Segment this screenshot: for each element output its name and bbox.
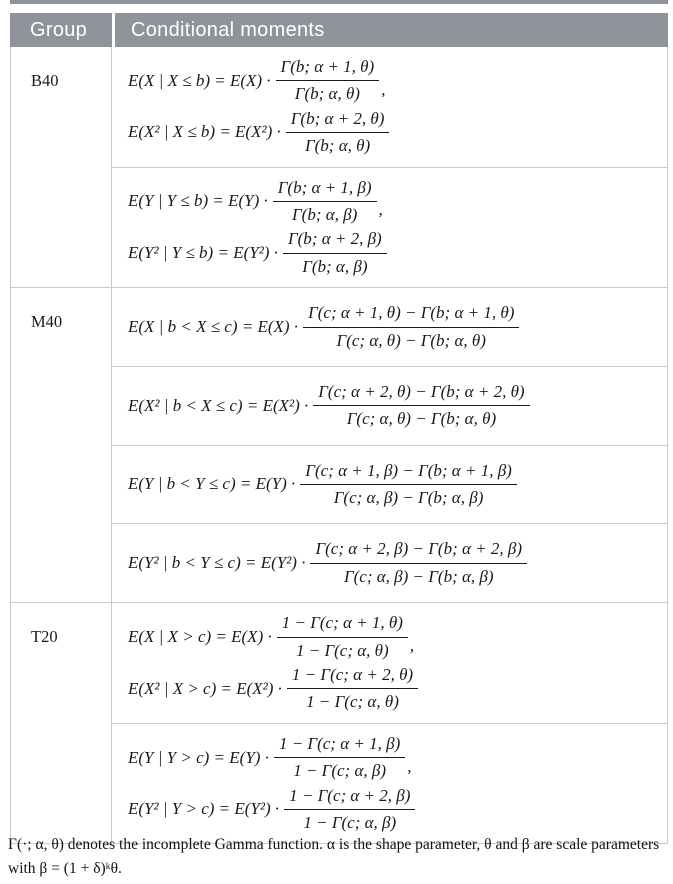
fraction: $\frac{\Gamma(c; \alpha + 2, \theta) - \Gamma(b; \alpha + 2, \theta)}{\Gamma(c; \alpha, \theta) - \Gamma(b; \alpha, \theta)}$ <box>313 381 529 431</box>
table-row-m40 <box>11 287 667 602</box>
formula-line: E(Y | b < Y ≤ c) = E(Y) · $\frac{\Gamma(c; \alpha + 1, \beta) - \Gamma(b; \alpha + 1, \beta)}{\Gamma(c; \alpha, \beta) - \Gamma(b; \alpha, \beta)}$ <box>128 460 663 510</box>
fraction: $\frac{1 - \Gamma(c; \alpha + 2, \beta)}{1 - \Gamma(c; \alpha, \beta)}$ <box>284 785 415 835</box>
group-label-b40: B40 <box>11 47 112 287</box>
formula-line: E(X² | X ≤ b) = E(X²) · $\frac{\Gamma(b; \alpha + 2, \theta)}{\Gamma(b; \alpha, \theta)}$ <box>128 108 663 158</box>
formula-line: E(Y² | Y ≤ b) = E(Y²) · $\frac{\Gamma(b; \alpha + 2, \beta)}{\Gamma(b; \alpha, \beta)}$ <box>128 228 663 278</box>
formula-cell-m40-y2 <box>112 523 667 602</box>
formula-line: E(X | X > c) = E(X) · $\frac{1 - \Gamma(c; \alpha + 1, \theta)}{1 - \Gamma(c; \alpha, \theta)}$ , <box>128 612 663 662</box>
formula-cell-b40-x <box>112 47 667 167</box>
fraction: $\frac{\Gamma(c; \alpha + 1, \theta) - \Gamma(b; \alpha + 1, \theta)}{\Gamma(c; \alpha, \theta) - \Gamma(b; \alpha, \theta)}$ <box>303 302 519 352</box>
fraction: $\frac{1 - \Gamma(c; \alpha + 1, \beta)}{1 - \Gamma(c; \alpha, \beta)}$ <box>274 733 405 783</box>
fraction: $\frac{1 - \Gamma(c; \alpha + 2, \theta)}{1 - \Gamma(c; \alpha, \theta)}$ <box>287 664 418 714</box>
fraction: $\frac{\Gamma(c; \alpha + 1, \beta) - \Gamma(b; \alpha + 1, \beta)}{\Gamma(c; \alpha, \beta) - \Gamma(b; \alpha, \beta)}$ <box>300 460 517 510</box>
table-header-row <box>10 13 668 47</box>
fraction: $\frac{\Gamma(b; \alpha + 2, \theta)}{\Gamma(b; \alpha, \theta)}$ <box>286 108 390 158</box>
formula-cell-t20-x <box>112 603 667 723</box>
formula-line: E(Y² | b < Y ≤ c) = E(Y²) · $\frac{\Gamma(c; \alpha + 2, \beta) - \Gamma(b; \alpha + 2, \beta)}{\Gamma(c; \alpha, \beta) - \Gamma(b; \alpha, \beta)}$ <box>128 538 663 588</box>
fraction: $\frac{1 - \Gamma(c; \alpha + 1, \theta)}{1 - \Gamma(c; \alpha, \theta)}$ <box>277 612 408 662</box>
table-footnote: Γ(·; α, θ) denotes the incomplete Gamma function. α is the shape parameter, θ and β are scale parameters with β = (1 + δ)ᵏθ. <box>8 836 660 878</box>
formula-line: E(X | X ≤ b) = E(X) · $\frac{\Gamma(b; \alpha + 1, \theta)}{\Gamma(b; \alpha, \theta)}$ , <box>128 56 663 106</box>
table-body <box>10 47 668 844</box>
formula-line: E(X | b < X ≤ c) = E(X) · $\frac{\Gamma(c; \alpha + 1, \theta) - \Gamma(b; \alpha + 1, \theta)}{\Gamma(c; \alpha, \theta) - \Gamma(b; \alpha, \theta)}$ <box>128 302 663 352</box>
fraction: $\frac{\Gamma(b; \alpha + 1, \theta)}{\Gamma(b; \alpha, \theta)}$ <box>276 56 380 106</box>
header-cell-group: Group <box>10 13 112 47</box>
formula-cell-t20-y <box>112 723 667 844</box>
conditional-moments-table <box>10 0 668 844</box>
formula-line: E(Y² | Y > c) = E(Y²) · $\frac{1 - \Gamma(c; \alpha + 2, \beta)}{1 - \Gamma(c; \alpha, \beta)}$ <box>128 785 663 835</box>
header-cell-conditional-moments: Conditional moments <box>115 13 668 47</box>
formula-cell-m40-y1 <box>112 445 667 524</box>
formula-line: E(Y | Y > c) = E(Y) · $\frac{1 - \Gamma(c; \alpha + 1, \beta)}{1 - \Gamma(c; \alpha, \beta)}$ , <box>128 733 663 783</box>
formula-cell-m40-x2 <box>112 366 667 445</box>
table-row-t20 <box>11 602 667 843</box>
group-label-m40: M40 <box>11 288 112 602</box>
group-label-t20: T20 <box>11 603 112 843</box>
formula-line: E(X² | X > c) = E(X²) · $\frac{1 - \Gamma(c; \alpha + 2, \theta)}{1 - \Gamma(c; \alpha, \theta)}$ <box>128 664 663 714</box>
fraction: $\frac{\Gamma(b; \alpha + 1, \beta)}{\Gamma(b; \alpha, \beta)}$ <box>273 177 377 227</box>
table-row-b40 <box>11 47 667 287</box>
formula-cell-b40-y <box>112 167 667 288</box>
table-top-rule <box>10 0 668 4</box>
fraction: $\frac{\Gamma(b; \alpha + 2, \beta)}{\Gamma(b; \alpha, \beta)}$ <box>283 228 387 278</box>
formula-line: E(Y | Y ≤ b) = E(Y) · $\frac{\Gamma(b; \alpha + 1, \beta)}{\Gamma(b; \alpha, \beta)}$ , <box>128 177 663 227</box>
fraction: $\frac{\Gamma(c; \alpha + 2, \beta) - \Gamma(b; \alpha + 2, \beta)}{\Gamma(c; \alpha, \beta) - \Gamma(b; \alpha, \beta)}$ <box>310 538 527 588</box>
formula-line: E(X² | b < X ≤ c) = E(X²) · $\frac{\Gamma(c; \alpha + 2, \theta) - \Gamma(b; \alpha + 2, \theta)}{\Gamma(c; \alpha, \theta) - \Gamma(b; \alpha, \theta)}$ <box>128 381 663 431</box>
formula-cell-m40-x1 <box>112 288 667 366</box>
